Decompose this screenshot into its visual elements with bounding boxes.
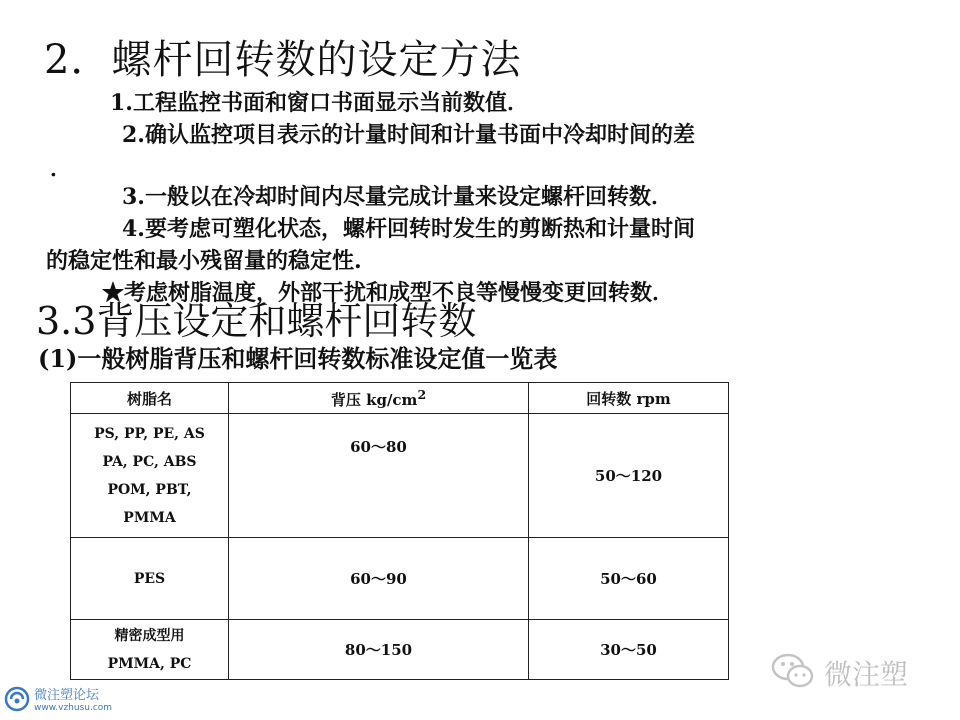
pressure-cell: 60～90 bbox=[229, 538, 529, 620]
rpm-cell: 50～60 bbox=[529, 538, 729, 620]
resin-line: PS, PP, PE, AS bbox=[94, 425, 205, 442]
note-star: ★考虑树脂温度，外部干扰和成型不良等慢慢变更回转数． bbox=[102, 280, 675, 306]
table-row bbox=[71, 538, 729, 620]
resin-line: PMMA, PC bbox=[107, 655, 192, 672]
header-pressure-sup: 2 bbox=[417, 386, 427, 402]
resin-line: POM, PBT, bbox=[107, 481, 192, 498]
header-rpm: 回转数 rpm bbox=[529, 383, 729, 414]
section-3-title: 3.3背压设定和螺杆回转数 bbox=[36, 299, 477, 343]
watermark-left-text bbox=[34, 689, 112, 713]
settings-table bbox=[70, 382, 729, 680]
table-row bbox=[71, 620, 729, 680]
item-1: 1.工程监控书面和窗口书面显示当前数值． bbox=[110, 90, 529, 116]
header-pressure bbox=[229, 383, 529, 414]
watermark-left bbox=[4, 686, 112, 716]
rpm-cell: 50～120 bbox=[529, 414, 729, 538]
header-pressure-label: 背压 kg/cm bbox=[330, 390, 418, 409]
pressure-cell: 60～80 bbox=[229, 414, 529, 538]
resin-line: 精密成型用 bbox=[114, 627, 185, 644]
resin-cell bbox=[71, 538, 229, 620]
watermark-left-cn: 微注塑论坛 bbox=[34, 688, 100, 703]
watermark-left-url: www.vzhusu.com bbox=[34, 703, 113, 713]
pressure-cell: 80～150 bbox=[229, 620, 529, 680]
resin-line: PMMA bbox=[123, 509, 176, 526]
watermark-right bbox=[770, 652, 908, 694]
resin-line: PES bbox=[133, 570, 166, 587]
watermark-right-text: 微注塑 bbox=[824, 658, 909, 691]
item-4-continuation: 的稳定性和最小残留量的稳定性. bbox=[46, 248, 362, 274]
item-3: 3.一般以在冷却时间内尽量完成计量来设定螺杆回转数． bbox=[122, 184, 673, 210]
rpm-cell: 30～50 bbox=[529, 620, 729, 680]
resin-cell bbox=[71, 620, 229, 680]
table-header-row bbox=[71, 383, 729, 414]
table-row bbox=[71, 414, 729, 538]
item-2-continuation: ． bbox=[50, 156, 73, 182]
resin-line: PA, PC, ABS bbox=[102, 453, 197, 470]
item-2: 2.确认监控项目表示的计量时间和计量书面中冷却时间的差 bbox=[122, 122, 695, 148]
resin-cell bbox=[71, 414, 229, 538]
forum-logo-icon bbox=[4, 686, 30, 716]
header-resin: 树脂名 bbox=[71, 383, 229, 414]
table-caption: (1)一般树脂背压和螺杆回转数标准设定值一览表 bbox=[38, 344, 558, 373]
item-4: 4.要考虑可塑化状态，螺杆回转时发生的剪断热和计量时间 bbox=[122, 216, 695, 242]
wechat-icon bbox=[770, 652, 816, 694]
section-2-title: 2．螺杆回转数的设定方法 bbox=[44, 37, 522, 83]
